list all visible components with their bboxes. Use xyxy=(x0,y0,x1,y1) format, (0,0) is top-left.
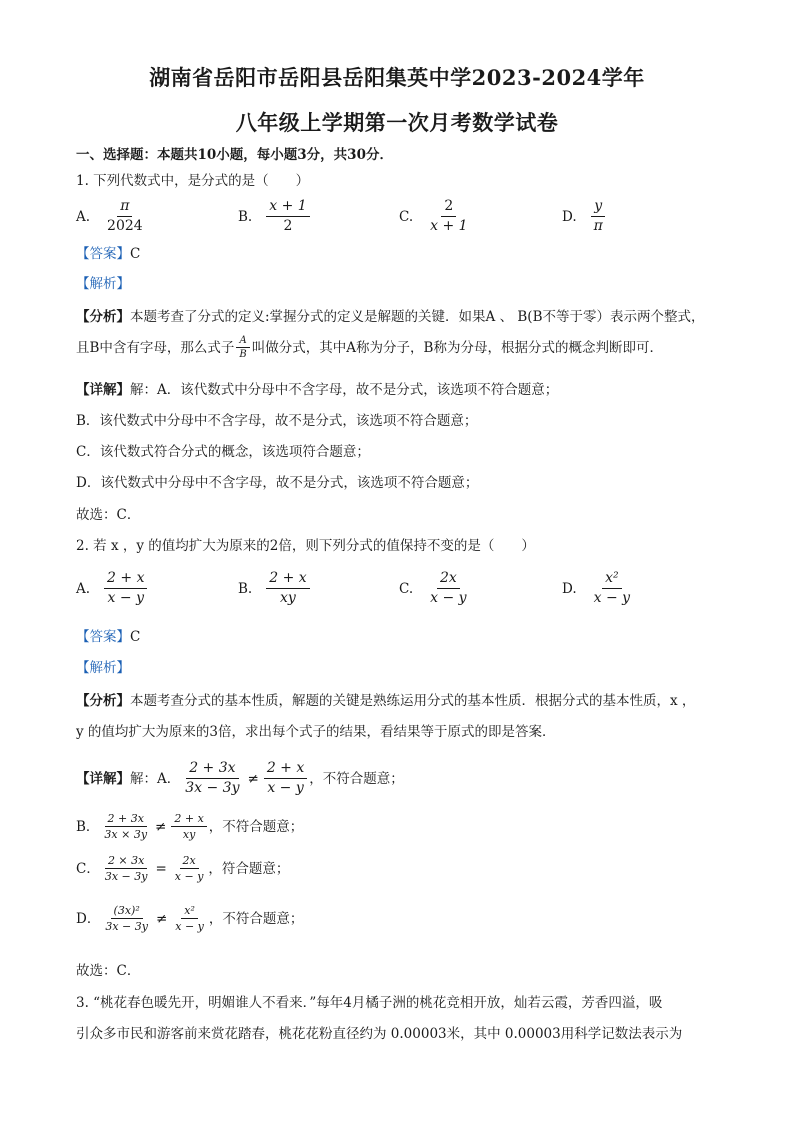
fraction xyxy=(236,335,249,360)
detail-text: D． xyxy=(76,910,101,927)
option-label: C. xyxy=(399,580,414,597)
option-label: A. xyxy=(76,580,91,597)
denominator: xy xyxy=(182,828,196,841)
fraction xyxy=(172,854,207,883)
denominator: x − y xyxy=(174,870,204,883)
fraction xyxy=(591,570,633,607)
q2-option-d xyxy=(562,570,635,607)
fraction xyxy=(427,570,469,607)
q1-detail-b: B．该代数式中分母中不含字母，故不是分式，该选项不符合题意； xyxy=(76,413,478,429)
denominator: 3x − 3y xyxy=(185,780,240,796)
denominator: x − y xyxy=(107,590,144,606)
section-heading: 一、选择题：本题共10小题，每小题3分，共30分． xyxy=(76,147,393,163)
numerator: 2x xyxy=(180,854,199,869)
fraction xyxy=(104,198,146,235)
q2-option-c xyxy=(399,570,472,607)
denominator: x − y xyxy=(593,590,631,606)
fenxi-tag: 【分析】 xyxy=(76,309,130,325)
q1-option-c xyxy=(399,198,473,235)
numerator: y xyxy=(591,198,605,217)
detail-text: 解：A．该代数式中分母中不含字母，故不是分式，该选项不符合题意； xyxy=(130,382,559,398)
answer-tag: 【答案】 xyxy=(76,629,130,645)
q1-analysis-tag: 【解析】 xyxy=(76,276,130,292)
denominator: x + 1 xyxy=(430,218,468,234)
xiangjie-tag: 【详解】 xyxy=(76,382,130,398)
denominator: 3x − 3y xyxy=(104,870,148,883)
fraction xyxy=(427,198,470,235)
numerator: 2 + x xyxy=(266,570,309,589)
option-label: D. xyxy=(562,580,577,597)
denominator: 3x − 3y xyxy=(105,920,148,933)
fraction xyxy=(264,760,307,797)
q2-fenxi-line-2: y 的值均扩大为原来的3倍，求出每个式子的结果，看结果等于原式的即是答案． xyxy=(76,724,556,740)
fenxi-tag: 【分析】 xyxy=(76,693,130,709)
q2-option-a xyxy=(76,570,149,607)
q1-detail-c: C．该代数式符合分式的概念，该选项符合题意； xyxy=(76,444,370,460)
numerator: (3x)² xyxy=(111,904,143,919)
q2-stem: 2. 若 x ，y 的值均扩大为原来的2倍，则下列分式的值保持不变的是（ ） xyxy=(76,538,535,554)
numerator: 2x xyxy=(437,570,460,589)
fenxi-text: 叫做分式，其中A称为分子，B称为分母，根据分式的概念判断即可． xyxy=(251,339,663,356)
fraction xyxy=(172,904,207,933)
answer-tag: 【答案】 xyxy=(76,246,130,262)
option-label: A. xyxy=(76,208,91,225)
q1-option-b xyxy=(238,198,312,235)
q3-line-2: 引众多市民和游客前来赏花踏春，桃花花粉直径约为 0.00003米，其中 0.00003用科学记数法表示为 xyxy=(76,1026,683,1042)
not-equal-sign: ≠ xyxy=(247,770,259,787)
denominator: x − y xyxy=(430,590,467,606)
option-label: C. xyxy=(399,208,414,225)
q2-detail-d xyxy=(76,904,303,933)
fraction xyxy=(171,812,206,841)
numerator: x² xyxy=(602,570,622,589)
numerator: π xyxy=(117,198,132,217)
fenxi-text: 本题考查分式的基本性质，解题的关键是熟练运用分式的基本性质．根据分式的基本性质，x ， xyxy=(130,693,696,709)
numerator: A xyxy=(236,335,249,348)
fenxi-text: 且B中含有字母，那么式子 xyxy=(76,339,235,356)
detail-text: ，不符合题意； xyxy=(208,818,304,835)
numerator: 2 xyxy=(441,198,456,217)
title-line-1: 湖南省岳阳市岳阳县岳阳集英中学2023-2024学年 xyxy=(149,65,645,90)
fraction xyxy=(182,760,242,797)
title-line-2: 八年级上学期第一次月考数学试卷 xyxy=(235,110,559,135)
answer-value: C xyxy=(130,629,141,645)
option-label: D. xyxy=(562,208,577,225)
denominator: 2024 xyxy=(107,218,143,234)
fraction xyxy=(266,198,309,235)
detail-text: ，不符合题意； xyxy=(309,770,404,787)
q2-option-b xyxy=(238,570,312,607)
equal-sign: = xyxy=(155,860,167,877)
detail-text: B． xyxy=(76,818,100,835)
detail-text: 解：A． xyxy=(130,770,181,787)
option-label: B. xyxy=(238,580,253,597)
numerator: 2 + x xyxy=(171,812,206,827)
q2-analysis-tag: 【解析】 xyxy=(76,660,130,676)
fraction xyxy=(591,198,606,235)
q1-answer xyxy=(76,245,140,263)
q1-stem: 1. 下列代数式中，是分式的是（ ） xyxy=(76,173,310,189)
denominator: 2 xyxy=(283,218,293,234)
detail-text: C． xyxy=(76,860,100,877)
fraction xyxy=(102,854,151,883)
fraction xyxy=(102,904,151,933)
q1-choose: 故选：C． xyxy=(76,507,141,523)
q1-detail-a xyxy=(76,381,558,399)
denominator: π xyxy=(593,218,603,234)
q2-detail-c xyxy=(76,854,289,883)
denominator: xy xyxy=(280,590,296,606)
denominator: x − y xyxy=(175,920,204,933)
numerator: x² xyxy=(181,904,198,919)
q2-choose: 故选：C． xyxy=(76,963,141,979)
not-equal-sign: ≠ xyxy=(155,910,168,927)
q3-line-1: 3. “桃花春色暖先开，明媚谁人不看来．”每年4月橘子洲的桃花竞相开放，灿若云霞，芳香四溢，吸 xyxy=(76,995,663,1011)
numerator: 2 + 3x xyxy=(105,812,147,827)
xiangjie-tag: 【详解】 xyxy=(76,770,130,787)
fraction xyxy=(266,570,309,607)
fraction xyxy=(104,570,147,607)
denominator: x − y xyxy=(267,780,304,796)
detail-text: ，符合题意； xyxy=(208,860,290,877)
q1-option-d xyxy=(562,198,608,235)
answer-value: C xyxy=(130,246,141,262)
q2-fenxi-line-1 xyxy=(76,692,695,710)
numerator: 2 + x xyxy=(104,570,147,589)
fraction xyxy=(101,812,150,841)
numerator: 2 + x xyxy=(264,760,307,779)
not-equal-sign: ≠ xyxy=(155,818,167,835)
detail-text: ，不符合题意； xyxy=(208,910,304,927)
q1-option-a xyxy=(76,198,148,235)
q2-detail-b xyxy=(76,812,303,841)
fenxi-text: 本题考查了分式的定义:掌握分式的定义是解题的关键．如果A 、 B(B不等于零）表示两个整式， xyxy=(130,309,705,325)
numerator: x + 1 xyxy=(266,198,309,217)
numerator: 2 × 3x xyxy=(105,854,147,869)
q2-detail-a xyxy=(76,760,404,797)
q1-fenxi-line-1 xyxy=(76,308,705,326)
denominator: 3x × 3y xyxy=(104,828,148,841)
numerator: 2 + 3x xyxy=(186,760,238,779)
q1-fenxi-line-2 xyxy=(76,335,663,360)
q1-detail-d: D．该代数式中分母中不含字母，故不是分式，该选项不符合题意； xyxy=(76,475,479,491)
q2-answer xyxy=(76,628,140,646)
denominator: B xyxy=(239,349,247,360)
option-label: B. xyxy=(238,208,253,225)
